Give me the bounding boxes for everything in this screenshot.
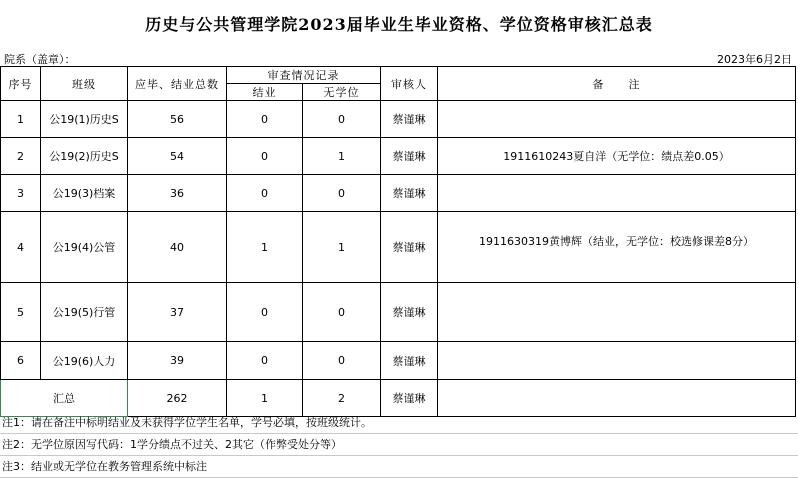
cell-completion: 1 [227,212,303,283]
cell-completion: 0 [227,175,303,212]
table-row [1,283,796,342]
cell-reviewer: 蔡谨琳 [381,212,438,283]
cell-remark [438,342,796,380]
summary-row [1,380,796,417]
summary-total: 262 [128,380,227,417]
summary-reviewer: 蔡谨琳 [381,380,438,417]
meta-row [0,48,798,66]
cell-reviewer: 蔡谨琳 [381,175,438,212]
cell-completion: 0 [227,101,303,138]
header-remarks: 备 注 [438,67,796,101]
cell-remark [438,101,796,138]
cell-total: 37 [128,283,227,342]
cell-reviewer: 蔡谨琳 [381,138,438,175]
cell-total: 40 [128,212,227,283]
cell-total: 36 [128,175,227,212]
header-seq: 序号 [1,67,41,101]
cell-remark: 1911630319黄博辉（结业，无学位：校选修课差8分） [438,212,796,283]
table-row [1,175,796,212]
cell-seq: 5 [1,283,41,342]
cell-seq: 1 [1,101,41,138]
cell-no-degree: 0 [303,342,381,380]
cell-class: 公19(4)公管 [41,212,128,283]
header-reviewer: 审核人 [381,67,438,101]
cell-seq: 4 [1,212,41,283]
header-total: 应毕、结业总数 [128,67,227,101]
cell-class: 公19(6)人力 [41,342,128,380]
report-date: 2023年6月2日 [717,53,792,66]
table-row [1,342,796,380]
header-completion: 结业 [227,84,303,101]
cell-class: 公19(2)历史S [41,138,128,175]
summary-completion: 1 [227,380,303,417]
cell-seq: 3 [1,175,41,212]
cell-remark [438,175,796,212]
header-no-degree: 无学位 [303,84,381,101]
sheet-title: 历史与公共管理学院2023届毕业生毕业资格、学位资格审核汇总表 [145,15,653,34]
cell-completion: 0 [227,283,303,342]
cell-total: 56 [128,101,227,138]
cell-seq: 2 [1,138,41,175]
cell-reviewer: 蔡谨琳 [381,342,438,380]
table-row [1,101,796,138]
summary-label[interactable]: 汇总 [1,380,128,417]
cell-seq: 6 [1,342,41,380]
cell-total: 54 [128,138,227,175]
table-row [1,212,796,283]
cell-remark: 1911610243夏自洋（无学位：绩点差0.05） [438,138,796,175]
summary-table [0,66,796,417]
table-row [1,138,796,175]
summary-remark [438,380,796,417]
cell-class: 公19(1)历史S [41,101,128,138]
cell-class: 公19(5)行管 [41,283,128,342]
cell-no-degree: 1 [303,212,381,283]
cell-reviewer: 蔡谨琳 [381,101,438,138]
header-review: 审查情况记录 [227,67,381,84]
cell-remark [438,283,796,342]
summary-no-degree: 2 [303,380,381,417]
note-3: 注3：结业或无学位在教务管理系统中标注 [0,456,798,478]
note-2: 注2：无学位原因写代码：1学分绩点不过关、2其它（作弊受处分等） [0,434,798,456]
cell-no-degree: 0 [303,175,381,212]
header-class: 班级 [41,67,128,101]
cell-class: 公19(3)档案 [41,175,128,212]
cell-completion: 0 [227,342,303,380]
cell-no-degree: 1 [303,138,381,175]
cell-total: 39 [128,342,227,380]
note-1: 注1：请在备注中标明结业及未获得学位学生名单，学号必填，按班级统计。 [0,412,798,434]
cell-completion: 0 [227,138,303,175]
cell-reviewer: 蔡谨琳 [381,283,438,342]
cell-no-degree: 0 [303,283,381,342]
college-stamp-label: 院系（盖章）： [4,53,76,66]
cell-no-degree: 0 [303,101,381,138]
